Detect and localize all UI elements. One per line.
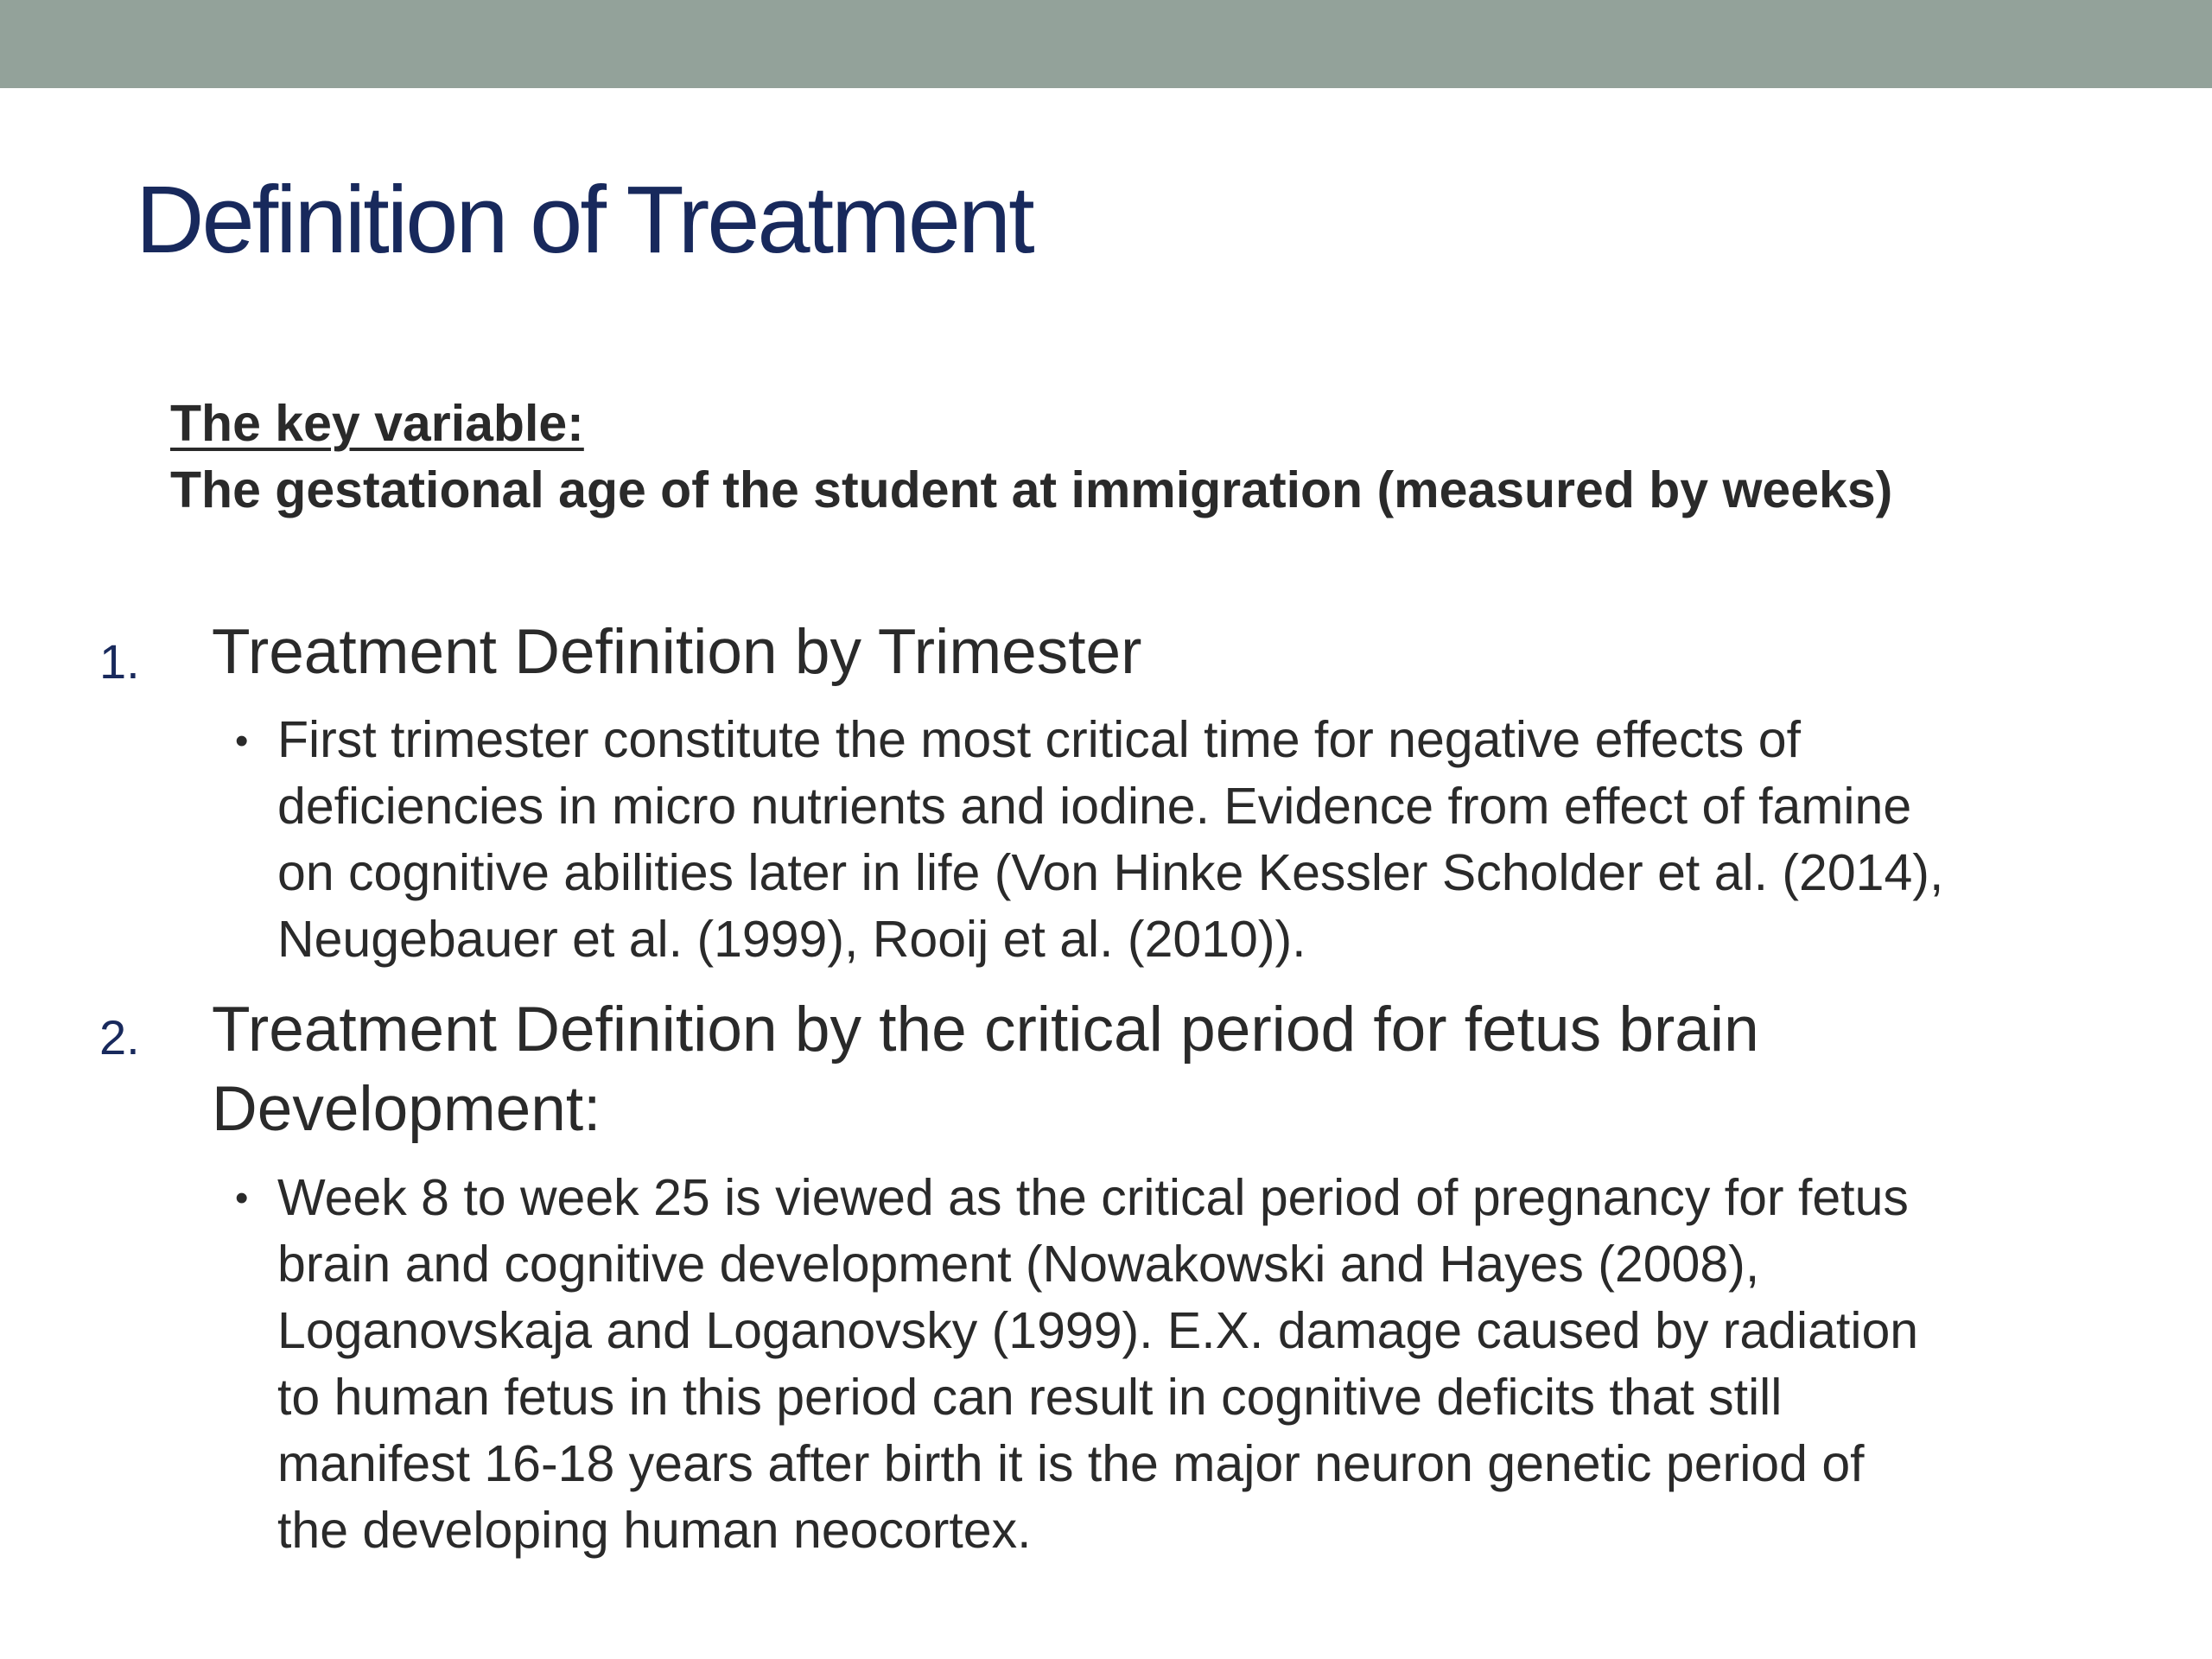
list-number: 1. xyxy=(99,634,140,689)
key-variable-text: The gestational age of the student at immigration (measured by weeks) xyxy=(170,461,1893,518)
bullet-text xyxy=(277,1165,1918,1564)
top-decorative-band xyxy=(0,0,2212,88)
bullet-icon: • xyxy=(235,720,249,762)
bullet-line: Loganovskaja and Loganovsky (1999). E.X. damage caused by radiation xyxy=(277,1302,1919,1359)
bullet-line: brain and cognitive development (Nowakowski and Hayes (2008), xyxy=(277,1236,1760,1293)
bullet-icon: • xyxy=(235,1177,249,1219)
bullet-line: First trimester constitute the most critical time for negative effects of xyxy=(277,711,1801,768)
key-variable-block xyxy=(170,391,1892,524)
key-variable-heading: The key variable: xyxy=(170,395,584,452)
bullet-line: deficiencies in micro nutrients and iodine. Evidence from effect of famine xyxy=(277,778,1912,835)
bullet-line: on cognitive abilities later in life (Von Hinke Kessler Scholder et al. (2014), xyxy=(277,844,1944,901)
bullet-line: Neugebauer et al. (1999), Rooij et al. (2010)). xyxy=(277,911,1306,968)
bullet-line: the developing human neocortex. xyxy=(277,1502,1032,1559)
bullet-text xyxy=(277,707,1943,973)
slide-title: Definition of Treatment xyxy=(136,167,1033,273)
bullet-line: manifest 16-18 years after birth it is the major neuron genetic period of xyxy=(277,1435,1865,1492)
item-heading-line: Development: xyxy=(212,1074,601,1144)
item-heading-line: Treatment Definition by the critical period for fetus brain xyxy=(212,995,1759,1065)
item-heading-line: Treatment Definition by Trimester xyxy=(212,617,1142,687)
item-heading xyxy=(212,990,1759,1149)
item-heading xyxy=(212,613,1141,692)
bullet-line: Week 8 to week 25 is viewed as the critical period of pregnancy for fetus xyxy=(277,1169,1909,1226)
list-number: 2. xyxy=(99,1010,140,1065)
bullet-line: to human fetus in this period can result in cognitive deficits that still xyxy=(277,1369,1783,1426)
